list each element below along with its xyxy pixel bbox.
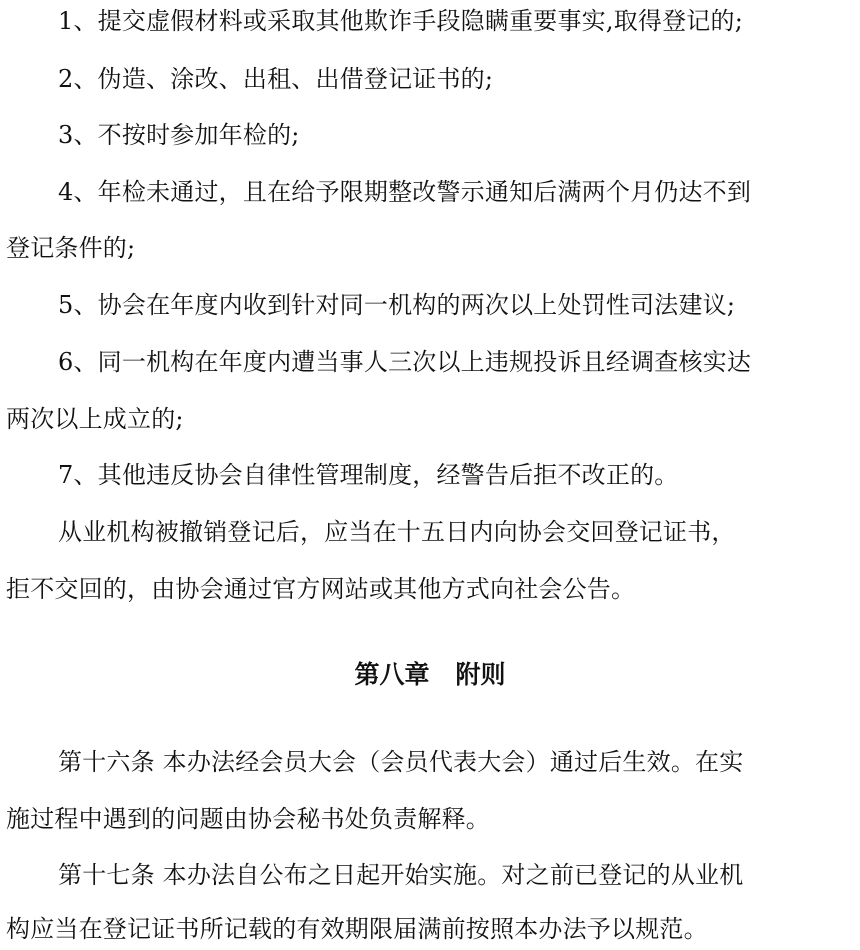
article-17-line-2: 构应当在登记证书所记载的有效期限届满前按照本办法予以规范。 [6, 915, 708, 943]
chapter-heading: 第八章 附则 [354, 660, 506, 689]
item-3: 3、不按时参加年检的; [58, 121, 300, 149]
article-16-line-2: 施过程中遇到的问题由协会秘书处负责解释。 [6, 805, 490, 833]
article-16-line-1: 第十六条 本办法经会员大会（会员代表大会）通过后生效。在实 [58, 748, 744, 776]
revocation-paragraph-line-2: 拒不交回的，由协会通过官方网站或其他方式向社会公告。 [6, 575, 636, 603]
item-4-line-2: 登记条件的; [6, 234, 136, 262]
item-7: 7、其他违反协会自律性管理制度，经警告后拒不改正的。 [58, 461, 679, 489]
item-6-line-2: 两次以上成立的; [6, 405, 184, 433]
item-1: 1、提交虚假材料或采取其他欺诈手段隐瞒重要事实,取得登记的; [58, 7, 743, 35]
revocation-paragraph-line-1: 从业机构被撤销登记后，应当在十五日内向协会交回登记证书， [58, 518, 736, 546]
item-5: 5、协会在年度内收到针对同一机构的两次以上处罚性司法建议; [58, 291, 736, 319]
item-2: 2、伪造、涂改、出租、出借登记证书的; [58, 65, 494, 93]
article-17-line-1: 第十七条 本办法自公布之日起开始实施。对之前已登记的从业机 [58, 861, 744, 889]
item-4-line-1: 4、年检未通过，且在给予限期整改警示通知后满两个月仍达不到 [58, 178, 752, 206]
item-6-line-1: 6、同一机构在年度内遭当事人三次以上违规投诉且经调查核实达 [58, 348, 752, 376]
